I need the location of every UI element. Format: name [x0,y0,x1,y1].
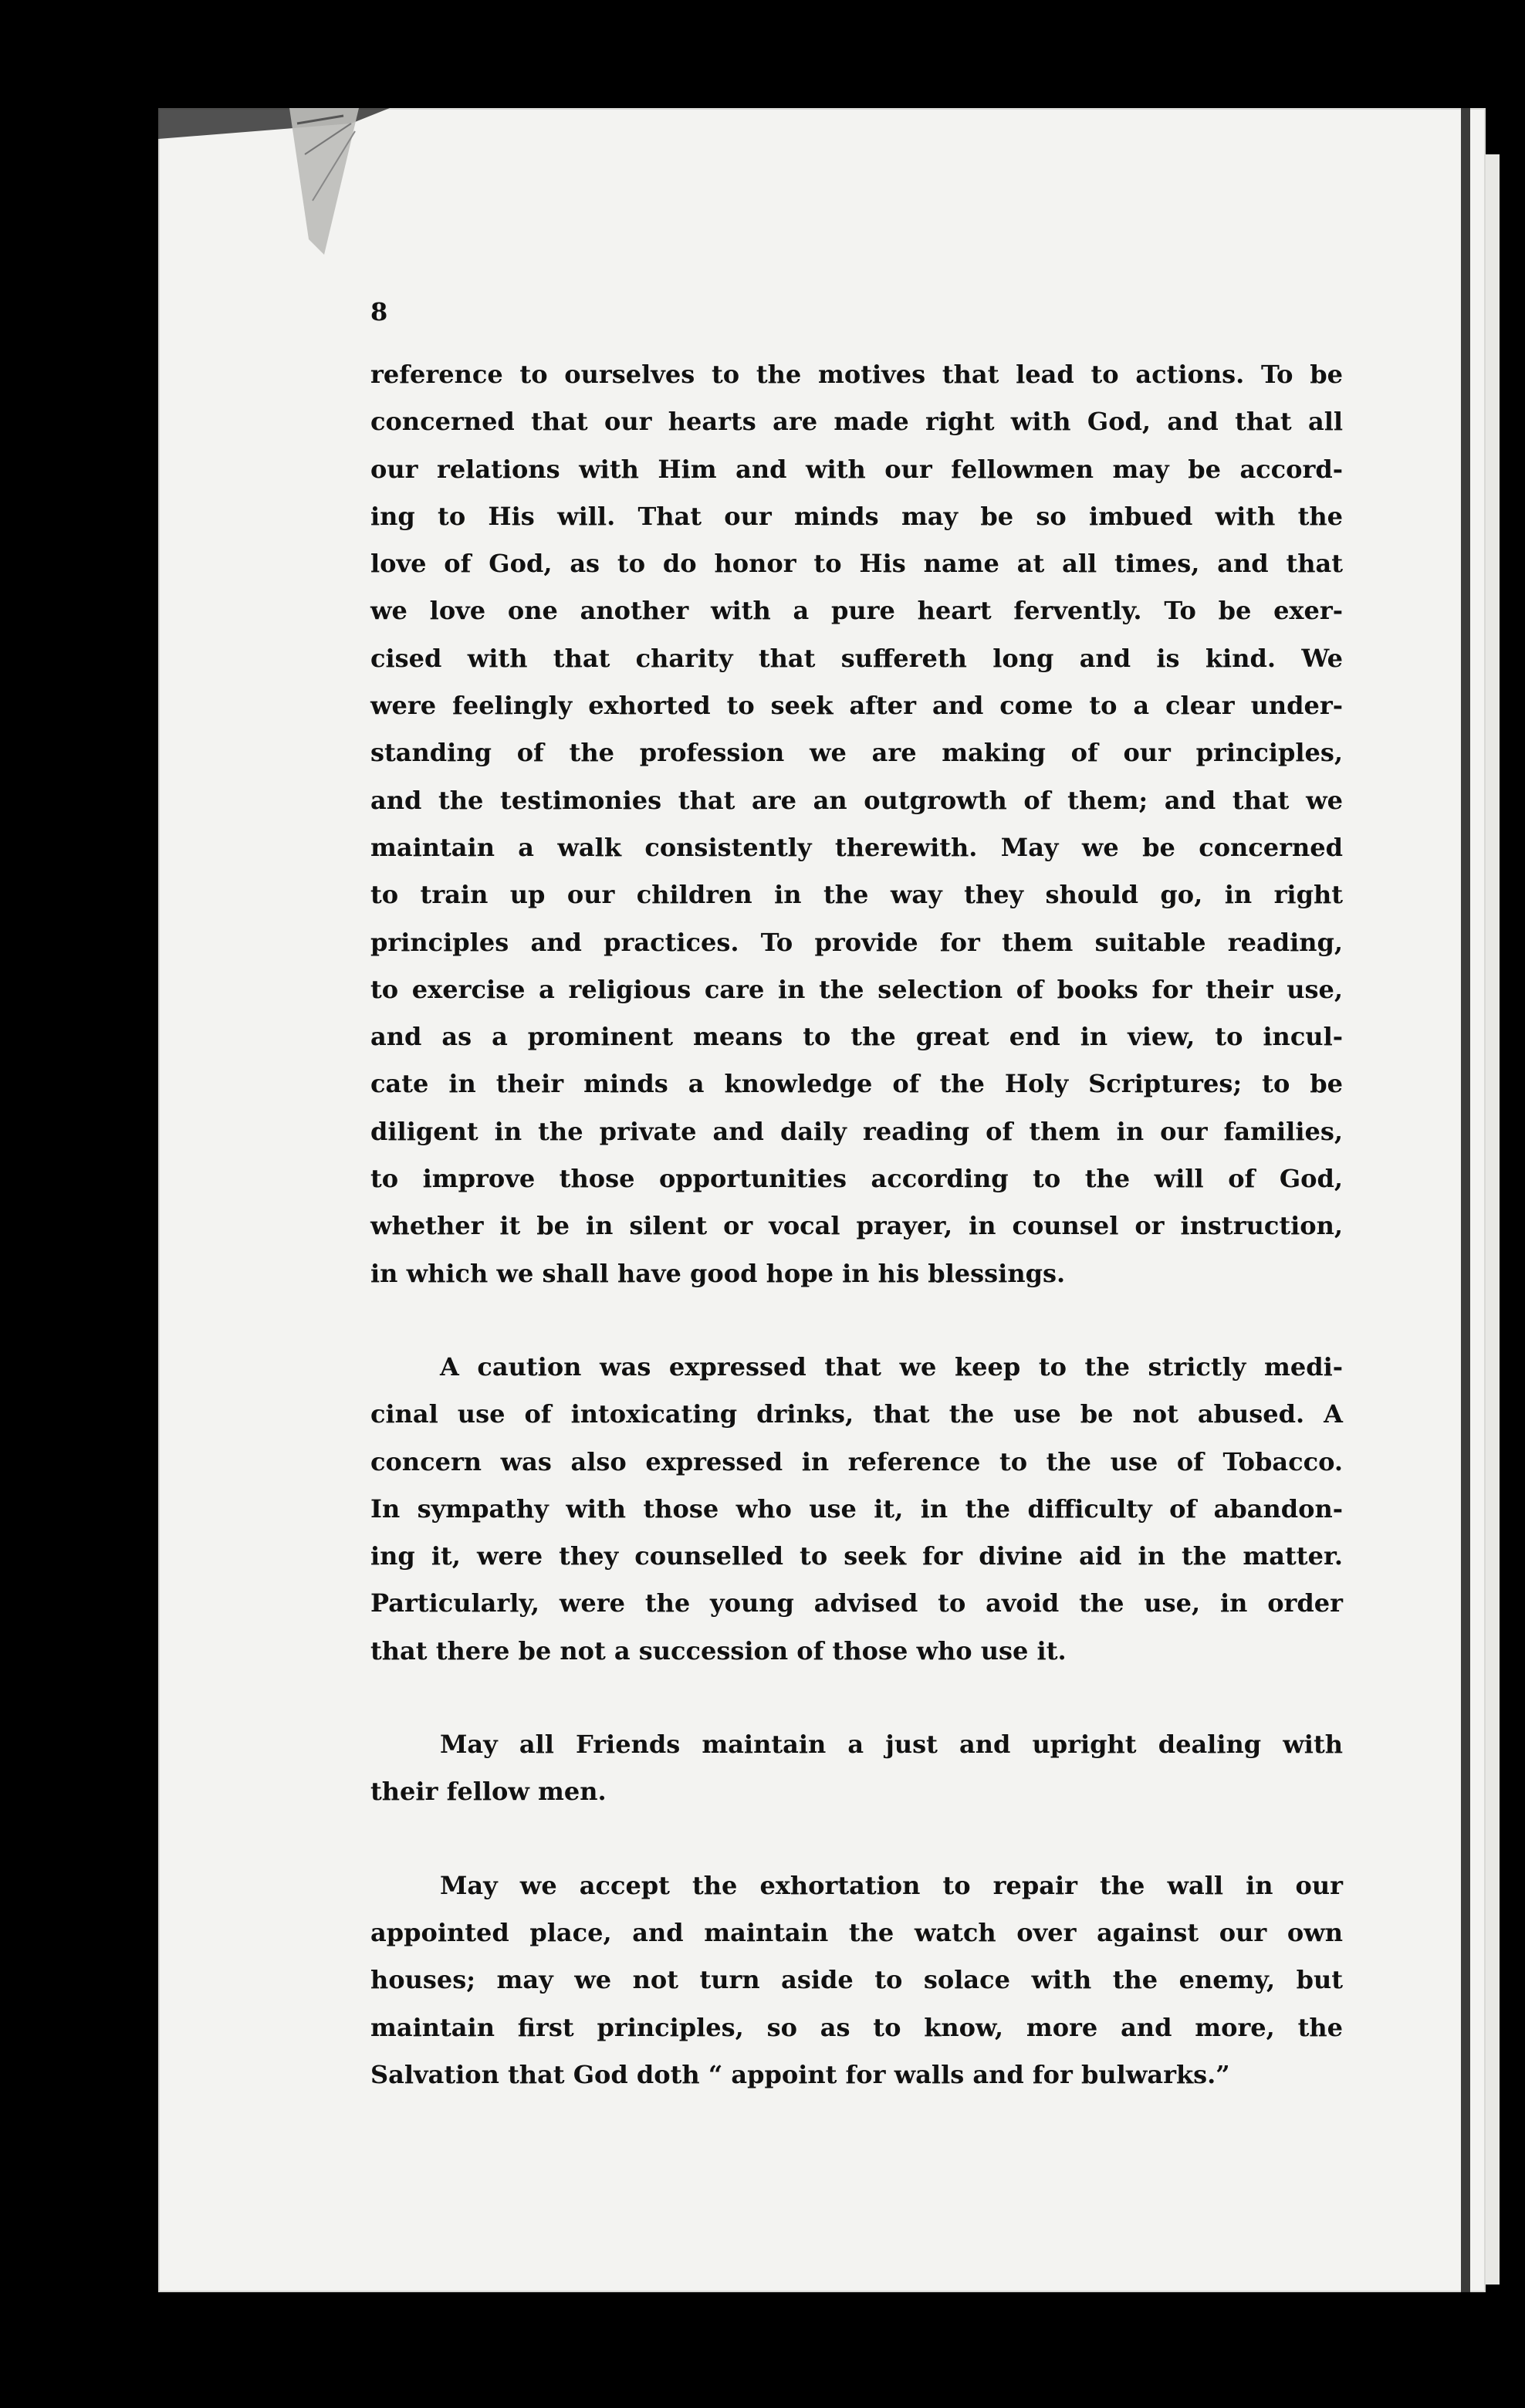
text-line: their fellow men. [370,1777,607,1807]
text-line: A caution was expressed that we keep to the strictly medi- [440,1351,1343,1382]
text-line: ing it, were they counselled to seek for divine aid in the matter. [370,1541,1343,1571]
text-line: maintain a walk consistently therewith. May we be concerned [370,832,1343,862]
text-line: maintain first principles, so as to know, more and more, the [370,2012,1343,2042]
text-line: concerned that our hearts are made right with God, and that all [370,407,1343,437]
text-line: houses; may we not turn aside to solace with the enemy, but [370,1965,1343,1995]
text-line: we love one another with a pure heart fervently. To be exer- [370,596,1343,626]
text-line: love of God, as to do honor to His name at all times, and that [370,549,1343,579]
paragraph-1 [370,351,1343,1297]
text-line: Salvation that God doth “ appoint for walls and for bulwarks.” [370,2059,1230,2089]
paragraph-2 [370,1344,1343,1675]
folded-corner-icon [158,108,390,309]
text-line: Particularly, were the young advised to avoid the use, in order [370,1588,1343,1618]
text-line: and as a prominent means to the great end in view, to incul- [370,1022,1343,1052]
page-gutter-shadow [1461,108,1470,2292]
text-line: our relations with Him and with our fellowmen may be accord- [370,454,1343,484]
text-line: in which we shall have good hope in his blessings. [370,1258,1066,1288]
page-number: 8 [370,297,388,326]
text-line: appointed place, and maintain the watch over against our own [370,1917,1343,1947]
text-line: cised with that charity that suffereth long and is kind. We [370,643,1343,673]
text-line: diligent in the private and daily reading of them in our families, [370,1116,1343,1146]
text-line: to train up our children in the way they should go, in right [370,880,1343,910]
text-line: concern was also expressed in reference to the use of Tobacco. [370,1446,1343,1476]
text-line: cinal use of intoxicating drinks, that the use be not abused. A [370,1399,1343,1429]
text-line: whether it be in silent or vocal prayer, in counsel or instruction, [370,1211,1343,1241]
paragraph-4 [370,1862,1343,2099]
text-line: ing to His will. That our minds may be so imbued with the [370,501,1343,531]
text-line: to improve those opportunities according to the will of God, [370,1164,1343,1194]
page-body-text [370,305,1343,2099]
text-line: were feelingly exhorted to seek after and come to a clear under- [370,691,1343,721]
text-line: and the testimonies that are an outgrowth of them; and that we [370,785,1343,815]
text-line: principles and practices. To provide for them suitable reading, [370,927,1343,957]
text-line: standing of the profession we are making of our principles, [370,738,1343,768]
text-line: to exercise a religious care in the selection of books for their use, [370,974,1343,1004]
adjacent-page-edge [1486,154,1500,2285]
paragraph-3 [370,1721,1343,1816]
text-line: cate in their minds a knowledge of the Holy Scriptures; to be [370,1069,1343,1099]
text-line: May we accept the exhortation to repair the wall in our [440,1870,1343,1900]
text-line: that there be not a succession of those who use it. [370,1635,1067,1666]
text-line: May all Friends maintain a just and upright dealing with [440,1730,1343,1760]
text-line: reference to ourselves to the motives that lead to actions. To be [370,360,1343,389]
text-line: In sympathy with those who use it, in the difficulty of abandon- [370,1493,1343,1524]
